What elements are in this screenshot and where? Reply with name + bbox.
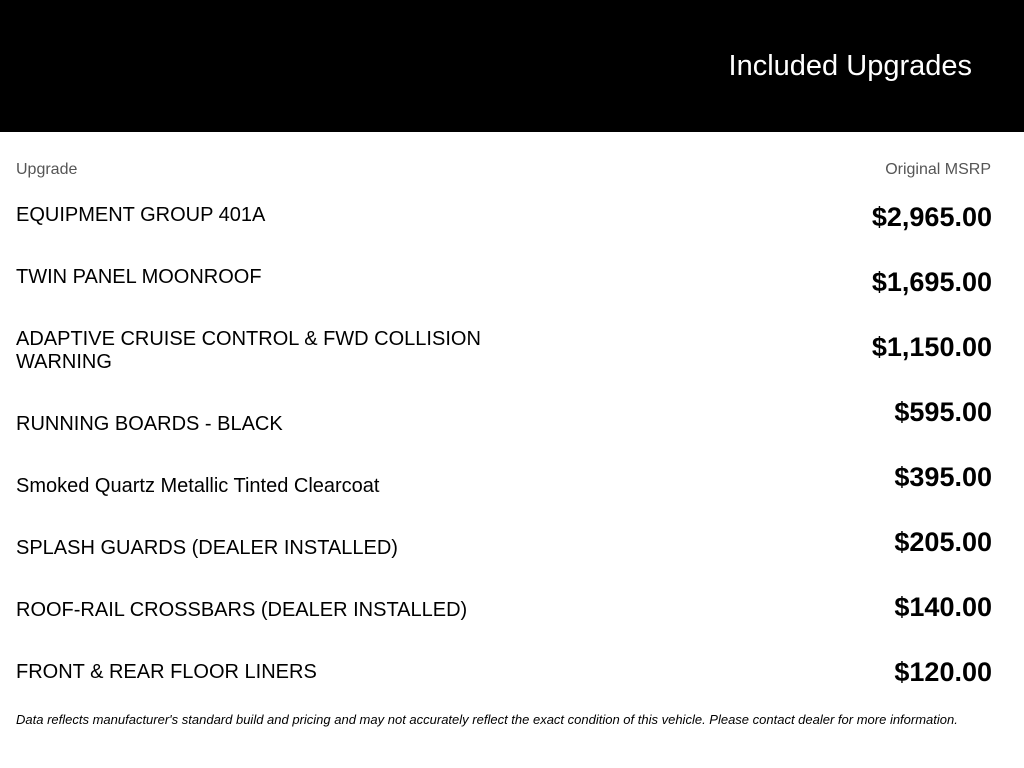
upgrade-price: $1,695.00 xyxy=(871,267,992,297)
upgrade-price: $205.00 xyxy=(894,527,992,557)
upgrade-price: $395.00 xyxy=(894,462,992,492)
header-bar xyxy=(0,0,1024,132)
upgrade-name: SPLASH GUARDS (DEALER INSTALLED) xyxy=(16,537,398,559)
upgrade-name: Smoked Quartz Metallic Tinted Clearcoat xyxy=(16,475,380,497)
upgrade-price: $1,150.00 xyxy=(871,332,992,362)
upgrade-price: $140.00 xyxy=(894,592,992,622)
upgrade-price: $120.00 xyxy=(894,657,992,687)
upgrade-name: TWIN PANEL MOONROOF xyxy=(16,266,262,288)
column-header-upgrade: Upgrade xyxy=(16,161,78,178)
column-header-msrp: Original MSRP xyxy=(885,161,991,178)
upgrade-name: ROOF-RAIL CROSSBARS (DEALER INSTALLED) xyxy=(16,599,468,621)
upgrade-name: ADAPTIVE CRUISE CONTROL & FWD COLLISION WARNING xyxy=(16,328,481,373)
disclaimer-text: Data reflects manufacturer's standard build and pricing and may not accurately reflect the exact condition of this vehicle. Please contact dealer for more information. xyxy=(16,712,958,727)
upgrade-name: FRONT & REAR FLOOR LINERS xyxy=(16,661,317,683)
upgrade-price: $2,965.00 xyxy=(871,202,992,232)
upgrade-price: $595.00 xyxy=(894,397,992,427)
page-title: Included Upgrades xyxy=(728,50,972,82)
upgrade-name: EQUIPMENT GROUP 401A xyxy=(16,204,266,226)
upgrade-name: RUNNING BOARDS - BLACK xyxy=(16,413,283,435)
